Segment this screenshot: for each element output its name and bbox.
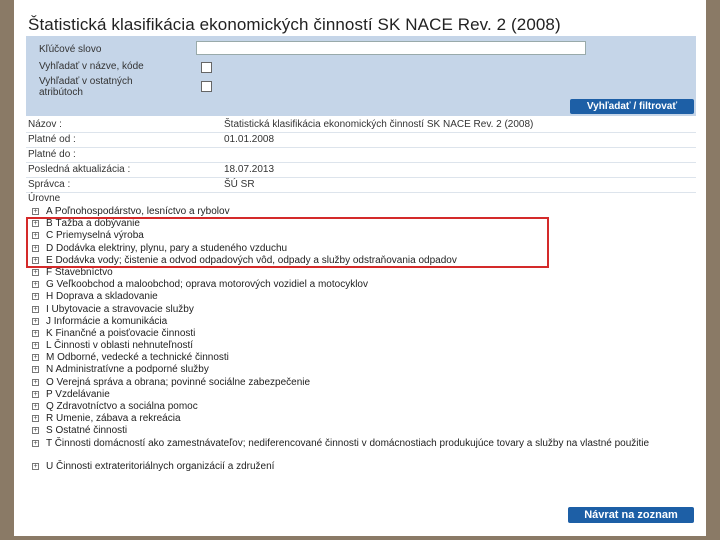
info-value: 18.07.2013 (224, 164, 275, 175)
tree-item-g[interactable] (32, 279, 692, 291)
tree-item-p[interactable] (32, 389, 692, 401)
tree-item-q[interactable] (32, 401, 692, 413)
tree-item-l[interactable] (32, 340, 692, 352)
page-title: Štatistická klasifikácia ekonomických činností SK NACE Rev. 2 (2008) (28, 15, 561, 34)
info-label: Platné od : (28, 134, 76, 145)
info-row-administrator (26, 178, 696, 193)
expand-icon[interactable]: + (33, 256, 38, 264)
expand-icon[interactable]: + (33, 317, 38, 325)
tree-item-label[interactable]: A Poľnohospodárstvo, lesníctvo a rybolov (46, 206, 230, 217)
search-other-checkbox[interactable] (201, 81, 212, 92)
expand-icon[interactable]: + (33, 208, 38, 215)
expand-icon[interactable]: + (33, 427, 38, 435)
tree-item-f[interactable] (32, 267, 692, 279)
tree-item-label[interactable]: U Činnosti extrateritoriálnych organizácií a združení (46, 460, 275, 472)
info-table (26, 118, 696, 193)
info-row-name (26, 118, 696, 133)
back-to-list-button[interactable]: Návrat na zoznam (568, 507, 694, 523)
search-name-code-label: Vyhľadať v názve, kóde (39, 61, 144, 72)
tree-item-label[interactable]: K Finančné a poisťovacie činnosti (46, 327, 196, 339)
tree-item-m[interactable] (32, 352, 692, 364)
tree-item-label[interactable]: T Činnosti domácností ako zamestnávateľov; nediferencované činnosti v domácnostiach produkujúce tovary a služby na vlastné použitie (46, 437, 650, 449)
tree-item-c[interactable] (32, 230, 692, 242)
search-filter-button[interactable]: Vyhľadať / filtrovať (570, 99, 694, 114)
search-other-label (39, 76, 133, 98)
tree-item-b[interactable] (32, 218, 692, 230)
info-label: Správca : (28, 179, 71, 190)
tree-item-s[interactable] (32, 425, 692, 437)
expand-icon[interactable]: + (33, 305, 38, 313)
expand-icon[interactable]: + (33, 220, 38, 228)
info-row-valid-to (26, 148, 696, 163)
tree-item-label[interactable]: P Vzdelávanie (46, 388, 110, 400)
info-value: Štatistická klasifikácia ekonomických činností SK NACE Rev. 2 (2008) (224, 119, 534, 130)
tree-item-k[interactable] (32, 328, 692, 340)
tree-item-label[interactable]: R Umenie, zábava a rekreácia (46, 413, 181, 425)
tree-item-j[interactable] (32, 316, 692, 328)
info-value: ŠÚ SR (224, 179, 255, 190)
expand-icon[interactable]: + (33, 268, 38, 276)
tree-item-label[interactable]: H Doprava a skladovanie (46, 291, 158, 303)
tree-item-o[interactable] (32, 377, 692, 389)
expand-icon[interactable]: + (33, 403, 38, 410)
info-label: Posledná aktualizácia : (28, 164, 131, 175)
tree-item-label[interactable]: J Informácie a komunikácia (46, 315, 168, 327)
tree-item-label[interactable]: O Verejná správa a obrana; povinné sociálne zabezpečenie (46, 376, 311, 388)
tree-item-label[interactable]: N Administratívne a podporné služby (46, 364, 209, 376)
expand-icon[interactable]: + (33, 378, 38, 386)
expand-icon[interactable]: + (33, 342, 38, 350)
keyword-label: Kľúčové slovo (39, 44, 102, 55)
expand-icon[interactable]: + (33, 390, 38, 398)
tree-item-label[interactable]: C Priemyselná výroba (46, 230, 144, 242)
search-other-label-line2: atribútoch (39, 87, 83, 98)
tree-item-label[interactable]: D Dodávka elektriny, plynu, pary a studeného vzduchu (46, 242, 288, 254)
expand-icon[interactable]: + (33, 281, 38, 289)
page (14, 0, 706, 536)
expand-icon[interactable]: + (33, 244, 38, 252)
info-row-last-update (26, 163, 696, 178)
tree-item-label[interactable]: S Ostatné činnosti (46, 425, 128, 437)
tree-item-label[interactable]: F Stavebníctvo (46, 266, 113, 278)
tree-item-d[interactable] (32, 243, 692, 255)
expand-icon[interactable]: + (33, 415, 38, 423)
expand-icon[interactable]: + (33, 293, 38, 301)
tree-item-u[interactable] (32, 461, 692, 473)
tree-item-label[interactable]: L Činnosti v oblasti nehnuteľností (46, 340, 194, 352)
search-other-label-line1: Vyhľadať v ostatných (39, 76, 133, 87)
expand-icon[interactable]: + (33, 439, 38, 447)
tree-item-r[interactable] (32, 413, 692, 425)
tree-item-label[interactable]: B Ťažba a dobývanie (46, 218, 140, 230)
tree-item-label[interactable]: I Ubytovacie a stravovacie služby (46, 303, 194, 315)
info-label: Názov : (28, 119, 62, 130)
tree-item-a[interactable] (32, 206, 692, 218)
tree-item-label[interactable]: G Veľkoobchod a maloobchod; oprava motorových vozidiel a motocyklov (46, 279, 368, 291)
tree-item-label[interactable]: Q Zdravotníctvo a sociálna pomoc (46, 401, 198, 412)
expand-icon[interactable]: + (33, 354, 38, 362)
info-value: 01.01.2008 (224, 134, 275, 145)
info-row-valid-from (26, 133, 696, 148)
info-label: Platné do : (28, 149, 76, 160)
tree-item-e[interactable] (32, 255, 692, 267)
tree-item-label[interactable]: E Dodávka vody; čistenie a odvod odpadových vôd, odpady a služby odstraňovania odpadov (46, 254, 457, 266)
expand-icon[interactable]: + (33, 329, 38, 337)
search-name-code-checkbox[interactable] (201, 62, 212, 73)
tree-item-n[interactable] (32, 364, 692, 376)
tree-item-i[interactable] (32, 304, 692, 316)
tree-item-h[interactable] (32, 291, 692, 303)
levels-tree (32, 206, 692, 473)
tree-item-t[interactable] (32, 438, 692, 461)
expand-icon[interactable]: + (33, 462, 38, 470)
expand-icon[interactable]: + (33, 366, 38, 374)
keyword-input[interactable] (196, 41, 586, 55)
tree-item-label[interactable]: M Odborné, vedecké a technické činnosti (46, 352, 229, 364)
levels-label: Úrovne (28, 193, 61, 204)
filter-panel (26, 36, 696, 116)
expand-icon[interactable]: + (33, 232, 38, 240)
